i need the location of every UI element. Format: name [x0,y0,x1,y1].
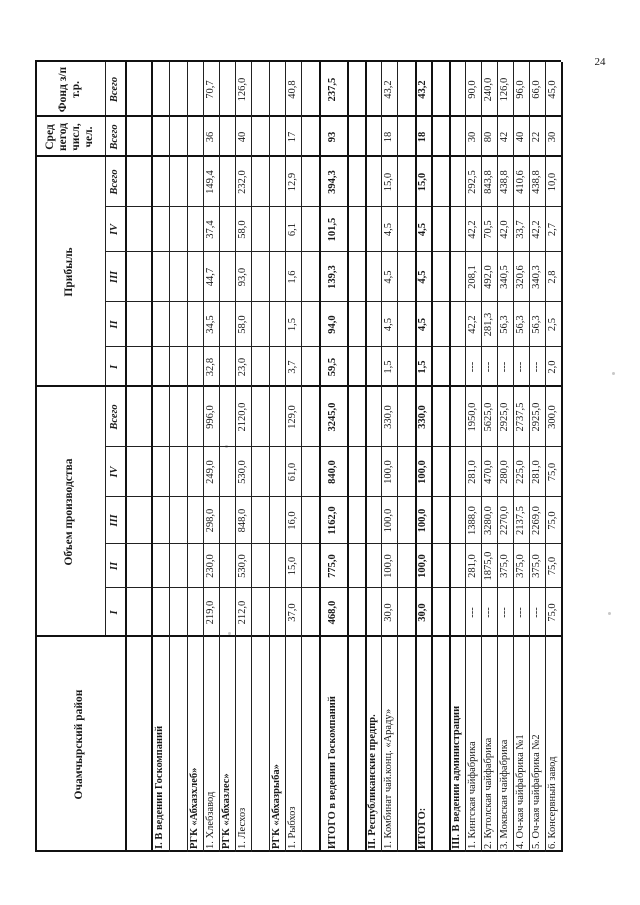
table-cell: 2120,0 [236,402,248,432]
table-cell: 42,0 [498,220,510,239]
table-cell: 100,0 [382,554,394,578]
row-label [169,637,187,852]
table-cell: 2,7 [546,222,558,237]
table-cell: 4,5 [382,222,394,237]
table-cell: 30 [546,131,558,143]
row-label: РГК «Абхазхлеб» [188,767,200,849]
table-cell: 15,0 [286,556,298,576]
table-cell: 149,4 [204,170,216,194]
table-cell: 410,6 [514,170,526,194]
column-header: IV [108,223,120,236]
row-label: РГК «Абхазлес» [220,773,232,849]
row-label: 4. Оч-кая чайфабрика №1 [514,734,526,849]
table-cell: 249,0 [204,460,216,484]
table-cell: 37,4 [204,220,216,239]
table-cell: 43,2 [416,80,428,99]
table-cell: 15,0 [382,172,394,192]
table-cell: --- [530,607,542,618]
table-cell: 1950,0 [466,402,478,432]
table-cell: 2137,5 [514,506,526,535]
row-label: 3. Моквская чайфабрика [498,739,510,849]
table-cell: 42,2 [530,220,542,239]
row-label: 1. Комбинат чай.конц. «Араду» [382,708,394,849]
production-header: Объем производства [63,458,76,566]
row-label [251,637,269,852]
table-cell: 18 [416,131,428,143]
table-cell: 58,0 [236,315,248,334]
table-cell: 3245,0 [326,402,338,432]
table-cell: 240,0 [482,77,494,102]
table-cell: 75,0 [546,603,558,622]
table-cell: 281,0 [530,460,542,484]
table-cell: 32,8 [204,357,216,377]
table-cell: 33,7 [514,220,526,239]
table-cell: 93 [326,131,338,143]
table-cell: 3,7 [286,360,298,374]
table-cell: 232,0 [236,170,248,194]
table-cell: 40 [236,131,248,143]
table-cell: 70,7 [204,80,216,99]
column-header: III [108,270,120,284]
table-cell: 17 [286,131,298,143]
row-label: 6. Консервный завод [546,756,558,849]
table-cell: 18 [382,131,394,143]
table-cell: 44,7 [204,267,216,287]
table-cell: 126,0 [498,77,510,102]
table-cell: --- [514,361,526,373]
table-cell: 2737,5 [514,402,526,432]
table-cell: 848,0 [236,508,248,533]
table-cell: 30 [466,131,478,143]
table-cell: 394,3 [326,170,338,194]
row-label: 1. Хлебзавод [204,791,216,849]
table-cell: --- [514,607,526,618]
table-cell: 101,5 [326,217,338,242]
table-cell: 2925,0 [530,402,542,432]
table-cell: 66,0 [530,80,542,99]
table-cell: 94,0 [326,315,338,334]
table-cell: 56,3 [514,315,526,334]
table-cell: 93,0 [236,267,248,287]
table-cell: 320,6 [514,265,526,289]
table-cell: 840,0 [326,460,338,484]
table-cell: 12,9 [286,172,298,192]
table-cell: 139,3 [326,265,338,289]
table-cell: 330,0 [416,405,428,429]
row-label: II. Республиканские предпр. [366,714,378,849]
table-cell: 492,0 [482,265,494,289]
rotated-table-wrapper [35,62,565,852]
column-header: Всего [108,404,120,430]
table-cell: 843,8 [482,170,494,194]
row-label [431,637,449,852]
table-cell: --- [466,361,478,373]
table-cell: 208,1 [466,265,478,289]
row-label [397,637,415,852]
table-cell: 230,0 [204,554,216,578]
table-cell: 996,0 [204,405,216,429]
avg-staff-header: Сред негод числ, чел. [43,123,96,151]
column-header: I [108,610,120,615]
table-cell: 212,0 [236,600,248,625]
table-cell: 281,3 [482,312,494,337]
table-cell: 330,0 [382,405,394,429]
table-cell: 775,0 [326,554,338,578]
table-cell: 300,0 [546,405,558,429]
table-cell: 292,5 [466,170,478,194]
table-cell: 80 [482,131,494,143]
table-cell: 280,0 [498,460,510,484]
row-label: 2. Кутолская чайфабрика [482,737,494,849]
table-cell: 16,0 [286,511,298,530]
table-cell: 126,0 [236,77,248,102]
table-cell: 22 [530,131,542,143]
table-cell: 59,5 [326,357,338,377]
table-cell: 37,0 [286,603,298,622]
table-cell: 1162,0 [326,506,338,535]
table-cell: 375,0 [514,554,526,578]
table-cell: 1388,0 [466,506,478,535]
region-header: Очамчырский район [73,689,86,800]
table-cell: 45,0 [546,80,558,99]
table-cell: 4,5 [382,317,394,332]
column-header: III [108,514,120,527]
table-cell: 96,0 [514,80,526,99]
row-label: ИТОГО в ведении Госкомпаний [326,696,338,849]
table-cell: 15,0 [416,172,428,192]
table-cell: 219,0 [204,600,216,625]
table-cell: 40 [514,131,526,143]
table-cell: 340,3 [530,265,542,289]
table-cell: 1,5 [416,360,428,374]
row-label: 1. Рыбхоз [286,806,298,849]
table-cell: 90,0 [466,80,478,99]
table-cell: 1,6 [286,270,298,284]
table-cell: 75,0 [546,511,558,530]
table-cell: 36 [204,131,216,143]
table-cell: 1,5 [286,317,298,332]
row-label: ИТОГО: [416,807,428,849]
page-number: 24 [594,56,606,68]
table-cell: 42,2 [466,315,478,334]
row-label: 1. Кингская чайфабрика [466,741,478,849]
table-cell: 10,0 [546,172,558,192]
table-cell: 43,2 [382,80,394,99]
table-cell: 2,5 [546,317,558,332]
column-header: II [108,320,120,329]
table-cell: 2,0 [546,360,558,374]
table-cell: 56,3 [530,315,542,334]
table-cell: 100,0 [416,508,428,533]
table-cell: 340,5 [498,265,510,289]
table-cell: 375,0 [498,554,510,578]
table-cell: 3280,0 [482,506,494,535]
table-cell: 34,5 [204,315,216,334]
row-label [347,637,365,852]
table-cell: 4,5 [382,270,394,284]
table-cell: 375,0 [530,554,542,578]
table-cell: --- [466,607,478,618]
table-cell: 58,0 [236,220,248,239]
column-header: Всего [108,76,120,103]
table-rule-h [561,62,563,852]
table-rule-h [105,62,106,637]
table-cell: 438,8 [498,170,510,194]
table-cell: 23,0 [236,357,248,377]
table-cell: 129,0 [286,405,298,429]
wage-fund-header: Фонд з/п т.р. [56,66,82,113]
column-header: II [108,561,120,571]
table-cell: 4,5 [416,317,428,332]
table-cell: 468,0 [326,600,338,625]
table-cell: --- [482,361,494,373]
table-cell: 56,3 [498,315,510,334]
row-label: III. В ведении администрации [450,705,462,849]
table-cell: --- [482,607,494,618]
table-cell: 42 [498,131,510,143]
row-label: 1. Лесхоз [236,807,248,849]
table-cell: 100,0 [416,460,428,484]
table-cell: 2269,0 [530,506,542,535]
table-cell: 2,8 [546,270,558,284]
row-label: РГК «Абхазрыба» [270,764,282,849]
table-cell: 6,1 [286,222,298,237]
table-cell: --- [498,607,510,618]
table-cell: 61,0 [286,462,298,482]
table-cell: 30,0 [416,603,428,622]
column-header: Всего [108,124,120,150]
column-header: I [108,364,120,370]
table-cell: 237,5 [326,77,338,102]
table-cell: 1875,0 [482,551,494,581]
table-cell: 438,8 [530,170,542,194]
column-header: Всего [108,169,120,195]
profit-header: Прибыль [63,247,76,297]
table-cell: 225,0 [514,460,526,484]
table-cell: 75,0 [546,462,558,482]
table-cell: 75,0 [546,556,558,576]
table-cell: 470,0 [482,460,494,484]
table-cell: 42,2 [466,220,478,239]
column-header: IV [108,466,120,478]
table-cell: 4,5 [416,270,428,284]
table-cell: 40,8 [286,80,298,99]
row-label [301,637,319,852]
table-cell: --- [498,361,510,373]
table-cell: 530,0 [236,554,248,578]
table-cell: 2925,0 [498,402,510,432]
table-cell: 530,0 [236,460,248,484]
table-cell: 100,0 [382,508,394,533]
table-cell: 1,5 [382,360,394,374]
table-cell: 281,0 [466,460,478,484]
table-cell: 298,0 [204,508,216,533]
table-cell: 5625,0 [482,402,494,432]
table-cell: 70,5 [482,220,494,239]
table-cell: 100,0 [382,460,394,484]
data-table [35,62,565,852]
row-label: I. В ведении Госкомпаний [153,725,165,849]
table-cell: 30,0 [382,603,394,622]
table-cell: 4,5 [416,222,428,237]
table-cell: --- [530,361,542,373]
table-cell: 2270,0 [498,506,510,535]
row-label [125,637,151,852]
table-cell: 281,0 [466,554,478,578]
row-label: 5. Оч-кая чайфабрика №2 [530,734,542,849]
table-cell: 100,0 [416,554,428,578]
